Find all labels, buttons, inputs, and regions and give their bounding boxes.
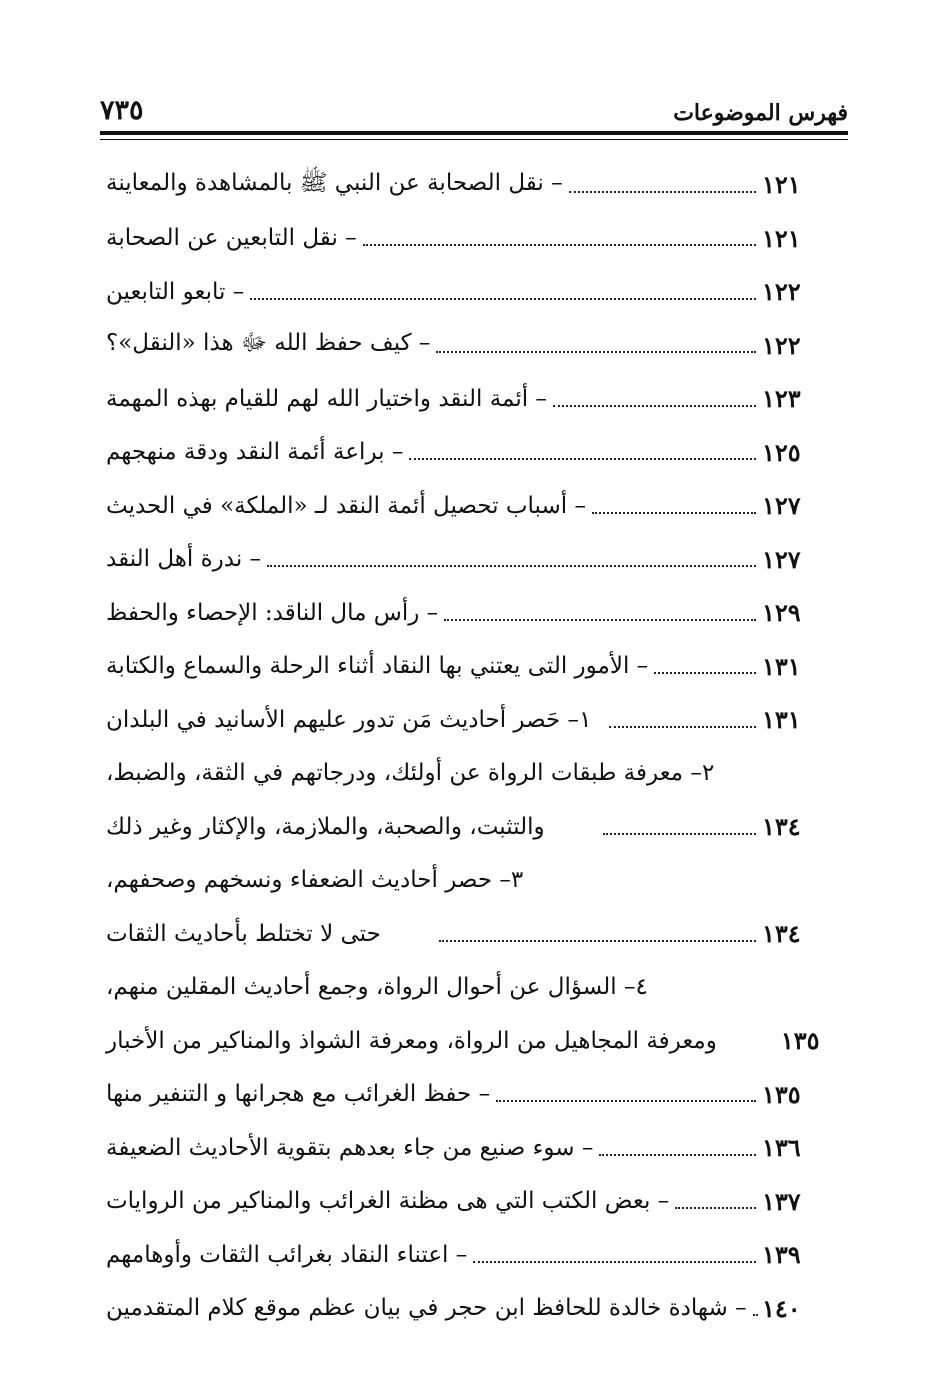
toc-entry [106,640,820,694]
toc-entry-title: – حفظ الغرائب مع هجرانها و التنفير منها [106,1081,491,1108]
toc-entry [106,265,820,319]
toc-entry [106,747,820,801]
toc-entry-title: – أئمة النقد واختيار الله لهم للقيام بهذه المهمة [106,385,547,412]
toc-entry [106,1282,820,1336]
dot-leader [675,1207,756,1209]
header-rule-thin [100,139,848,140]
toc-entry [106,854,820,908]
toc-entry-title: ٣– حصر أحاديث الضعفاء ونسخهم وصحفهم، [106,867,524,894]
toc-entry-title: – بعض الكتب التي هى مظنة الغرائب والمناكير من الروايات [106,1188,670,1215]
toc-entry [106,907,820,961]
dot-leader [496,1100,756,1102]
toc-entry-title: – نقل الصحابة عن النبي ﷺ بالمشاهدة والمعاينة [106,169,563,196]
dot-leader [753,1314,756,1316]
toc-entry-page: ١٢٢ [762,277,801,307]
toc-entry-page: ١٣٦ [762,1133,801,1163]
dot-leader [603,833,756,835]
dot-leader [553,405,756,407]
dot-leader [654,672,756,674]
toc-entry-page: ١٢٩ [762,598,801,628]
toc-entry-page: ١٢٢ [762,330,801,360]
toc-entry-page: ١٢١ [762,223,801,253]
toc-entry [106,426,820,480]
toc-entry-page: ١٢١ [762,170,801,200]
toc-entry-page: ١٣١ [762,705,801,735]
dot-leader [250,298,756,300]
toc-entry-title: – سوء صنيع من جاء بعدهم بتقوية الأحاديث الضعيفة [106,1134,594,1161]
dot-leader [592,512,756,514]
toc-entry [106,1228,820,1282]
toc-entry [106,479,820,533]
toc-entry-title: والتثبت، والصحبة، والملازمة، والإكثار وغير ذلك [106,813,545,840]
toc-entry-title: حتى لا تختلط بأحاديث الثقات [106,920,381,947]
dot-leader [473,1261,756,1263]
toc-entry-title: – ندرة أهل النقد [106,546,262,573]
toc-entry-page: ١٣١ [762,651,801,681]
toc-entry-title: – رأس مال الناقد: الإحصاء والحفظ [106,599,439,626]
toc-entry-title: – نقل التابعين عن الصحابة [106,225,357,252]
toc-entry-title: – اعتناء النقاد بغرائب الثقات وأوهامهم [106,1241,468,1268]
toc-entry-title: ٤– السؤال عن أحوال الرواة، وجمع أحاديث المقلين منهم، [106,974,648,1001]
toc-entry-page: ١٢٧ [762,491,801,521]
header-rule-thick [100,131,848,135]
dot-leader [409,458,756,460]
toc-entry [106,212,820,266]
page-header [100,86,848,126]
toc-entry-page: ١٣٤ [762,812,801,842]
toc-entry-title: – أسباب تحصيل أئمة النقد لـ «الملكة» في الحديث [106,492,586,519]
toc-entry [106,319,820,373]
toc-entry-page: ١٣٥ [762,1079,801,1109]
toc-entry [106,586,820,640]
dot-leader [569,191,756,193]
dot-leader [609,726,756,728]
toc-entry [106,372,820,426]
toc-entry [106,1175,820,1229]
toc-entry [106,1014,820,1068]
toc-entry [106,1068,820,1122]
toc-entry [106,961,820,1015]
toc-entry [106,1121,820,1175]
toc-entry-page: ١٣٥ [780,1026,820,1056]
toc-entry-title: – الأمور التى يعتني بها النقاد أثناء الرحلة والسماع والكتابة [106,653,649,680]
toc-entry-title: – براعة أئمة النقد ودقة منهجهم [106,439,404,466]
running-title: فهرس الموضوعات [673,100,848,126]
toc-entry-page: ١٣٧ [762,1186,801,1216]
toc-entry-page: ١٢٣ [762,384,801,414]
dot-leader [267,565,756,567]
toc-entry-page: ١٣٩ [762,1240,801,1270]
dot-leader [444,619,756,621]
toc-entry [106,158,820,212]
toc-entry-title: – كيف حفظ الله ﷻ هذا «النقل»؟ [106,330,431,357]
toc-entry-title: – تابعو التابعين [106,278,245,305]
dot-leader [363,244,756,246]
toc-entry-page: ١٢٧ [762,544,801,574]
toc-entry-page: ١٣٤ [762,919,801,949]
dot-leader [599,1154,756,1156]
toc-entry [106,693,820,747]
toc-entry-title: – شهادة خالدة للحافظ ابن حجر في بيان عظم موقع كلام المتقدمين [106,1295,747,1322]
toc-entry-page: ١٤٠ [762,1293,801,1323]
toc-entry-title: ومعرفة المجاهيل من الرواة، ومعرفة الشواذ والمناكير من الأخبار [106,1027,717,1054]
toc-entry [106,800,820,854]
dot-leader [436,351,756,353]
toc-entry [106,533,820,587]
toc-entry-title: ٢– معرفة طبقات الرواة عن أولئك، ودرجاتهم في الثقة، والضبط، [106,760,715,787]
toc-entry-page: ١٢٥ [762,437,801,467]
page-number: ٧٣٥ [100,95,144,126]
dot-leader [439,940,756,942]
table-of-contents [106,158,820,1335]
toc-entry-title: ١– حَصر أحاديث مَن تدور عليهم الأسانيد في البلدان [106,706,592,733]
